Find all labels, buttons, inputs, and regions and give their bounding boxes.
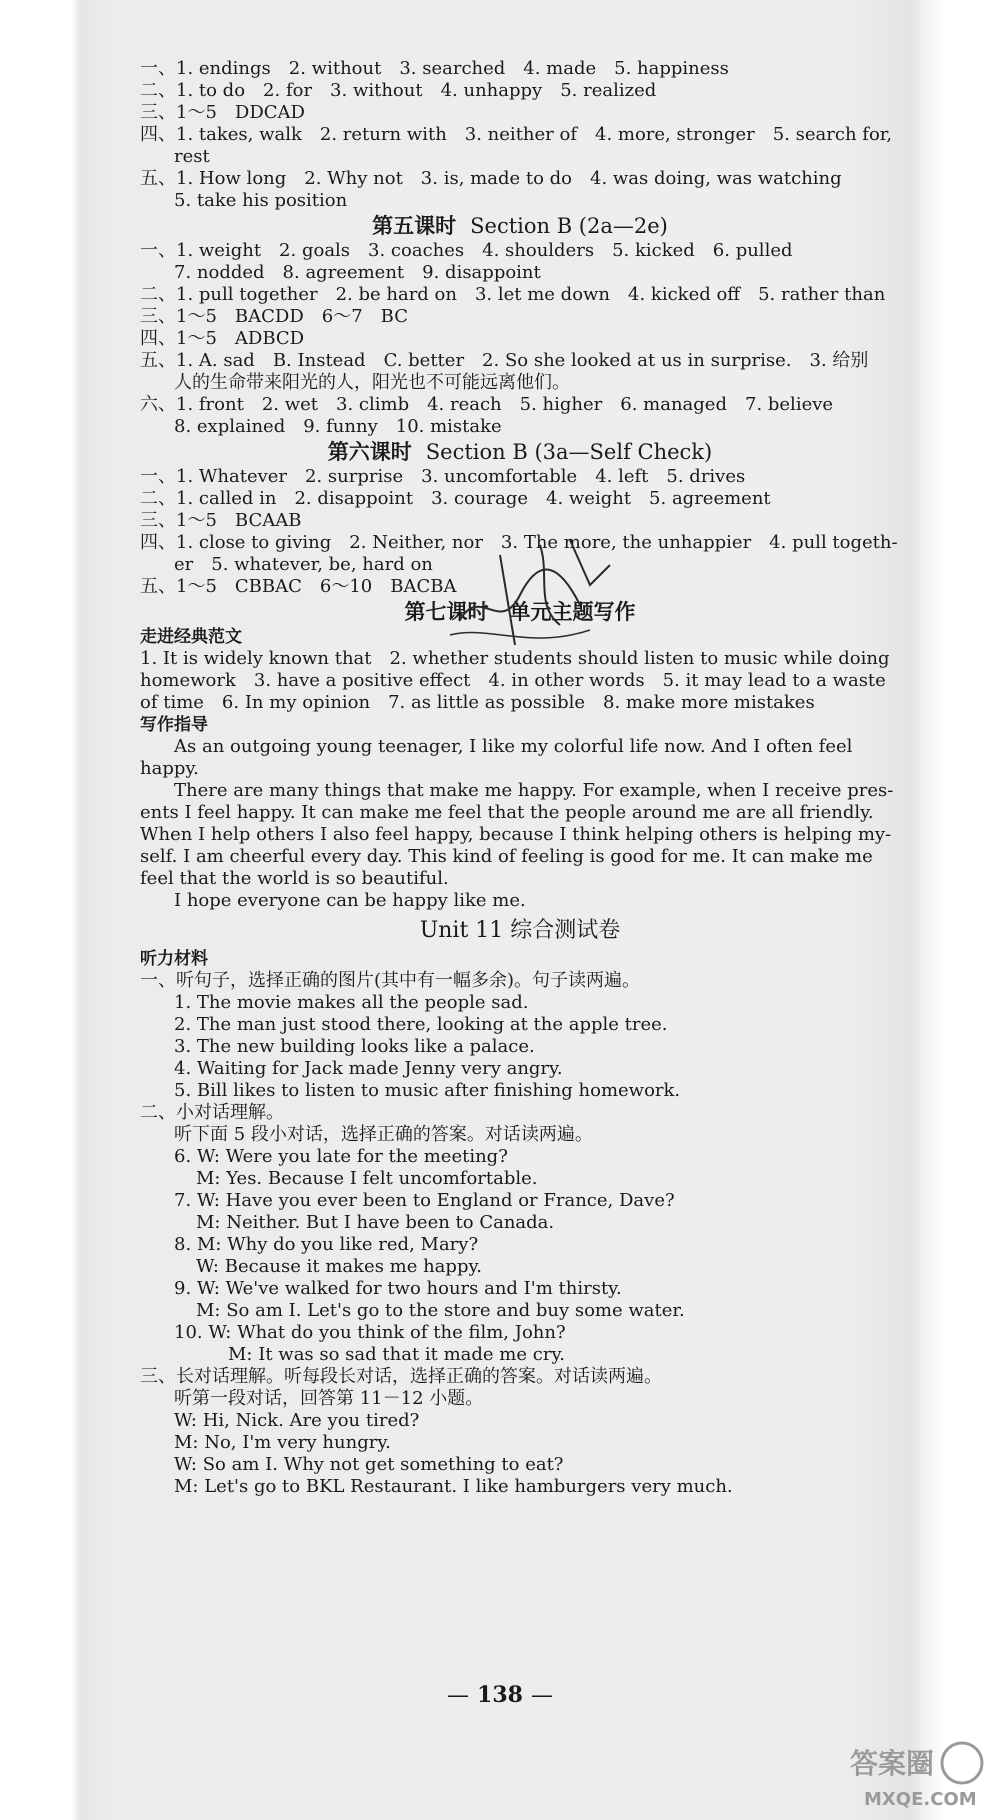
dialogue-line: 9. W: We've walked for two hours and I'm thirsty.	[174, 1278, 622, 1299]
part1-items	[140, 992, 900, 1102]
dialogue-line: M: Yes. Because I felt uncomfortable.	[196, 1168, 538, 1189]
part3-intro: 听第一段对话，回答第 11－12 小题。	[174, 1388, 484, 1409]
lesson7-title: 第七课时 单元主题写作	[404, 599, 636, 624]
answer-line: 一、1. endings 2. without 3. searched 4. made 5. happiness	[140, 58, 729, 79]
answer-line: 1. It is widely known that 2. whether students should listen to music while doing	[140, 648, 890, 669]
part2-items	[140, 1146, 900, 1366]
part2-intro: 听下面 5 段小对话，选择正确的答案。对话读两遍。	[174, 1124, 593, 1145]
dialogue-line: W: So am I. Why not get something to eat?	[174, 1454, 564, 1475]
listening-item: 4. Waiting for Jack made Jenny very angry.	[174, 1058, 563, 1079]
answer-line: of time 6. In my opinion 7. as little as possible 8. make more mistakes	[140, 692, 815, 713]
sample-essay	[140, 736, 900, 912]
answer-line: 一、1. Whatever 2. surprise 3. uncomfortable 4. left 5. drives	[140, 466, 746, 487]
answer-line: 六、1. front 2. wet 3. climb 4. reach 5. higher 6. managed 7. believe	[140, 394, 834, 415]
part3-heading: 三、长对话理解。听每段长对话，选择正确的答案。对话读两遍。	[140, 1366, 662, 1387]
answer-line: er 5. whatever, be, hard on	[174, 554, 433, 575]
answer-line: 二、1. to do 2. for 3. without 4. unhappy 5. realized	[140, 80, 657, 101]
dialogue-line: M: So am I. Let's go to the store and buy some water.	[196, 1300, 685, 1321]
watermark-text: 答案圈	[850, 1747, 935, 1780]
lesson6-title: 第六课时	[327, 439, 412, 464]
essay-line: When I help others I also feel happy, because I think helping others is helping my-	[140, 824, 892, 845]
handwritten-scribble-icon	[440, 525, 630, 655]
lesson6-section: Section B (3a—Self Check)	[425, 440, 713, 464]
dialogue-line: 6. W: Were you late for the meeting?	[174, 1146, 508, 1167]
essay-line: There are many things that make me happy. For example, when I receive pres-	[174, 780, 894, 801]
watermark-logo-icon	[842, 1737, 992, 1812]
model-essay-answers	[140, 648, 900, 714]
answer-line: 人的生命带来阳光的人，阳光也不可能远离他们。	[174, 372, 570, 393]
answer-line: 7. nodded 8. agreement 9. disappoint	[174, 262, 541, 283]
answer-line: rest	[174, 146, 210, 167]
listening-item: 1. The movie makes all the people sad.	[174, 992, 529, 1013]
essay-line: happy.	[140, 758, 199, 779]
part2-heading: 二、小对话理解。	[140, 1102, 284, 1123]
dialogue-line: M: Let's go to BKL Restaurant. I like hamburgers very much.	[174, 1476, 733, 1497]
answer-line: 二、1. pull together 2. be hard on 3. let me down 4. kicked off 5. rather than	[140, 284, 886, 305]
answer-line: 8. explained 9. funny 10. mistake	[174, 416, 502, 437]
unit11-title: Unit 11 综合测试卷	[419, 918, 621, 943]
answer-line: 5. take his position	[174, 190, 348, 211]
dialogue-line: M: It was so sad that it made me cry.	[228, 1344, 565, 1365]
essay-line: ents I feel happy. It can make me feel that the people around me are all friendly.	[140, 802, 874, 823]
essay-line: I hope everyone can be happy like me.	[174, 890, 526, 911]
listening-item: 2. The man just stood there, looking at the apple tree.	[174, 1014, 668, 1035]
essay-line: As an outgoing young teenager, I like my colorful life now. And I often feel	[174, 736, 853, 757]
watermark-url: MXQE.COM	[864, 1789, 977, 1810]
page-number-value: 138	[477, 1682, 523, 1708]
lesson5-section: Section B (2a—2e)	[470, 214, 668, 238]
answer-line: 五、1. How long 2. Why not 3. is, made to do 4. was doing, was watching	[140, 168, 842, 189]
answer-line: 四、1～5 ADBCD	[140, 328, 305, 349]
lesson4-answers	[140, 58, 900, 212]
listening-label: 听力材料	[140, 949, 208, 969]
answer-line: 三、1～5 BACDD 6～7 BC	[140, 306, 409, 327]
dialogue-line: M: No, I'm very hungry.	[174, 1432, 391, 1453]
essay-line: feel that the world is so beautiful.	[140, 868, 449, 889]
dialogue-line: 7. W: Have you ever been to England or France, Dave?	[174, 1190, 675, 1211]
dialogue-line: 10. W: What do you think of the film, John?	[174, 1322, 566, 1343]
listening-item: 3. The new building looks like a palace.	[174, 1036, 535, 1057]
answer-key-page	[140, 58, 900, 1498]
listening-item: 5. Bill likes to listen to music after finishing homework.	[174, 1080, 681, 1101]
dialogue-line: W: Because it makes me happy.	[196, 1256, 482, 1277]
model-essay-label: 走进经典范文	[140, 627, 242, 647]
answer-line: 五、1. A. sad B. Instead C. better 2. So she looked at us in surprise. 3. 给别	[140, 350, 869, 371]
answer-line: 四、1. takes, walk 2. return with 3. neither of 4. more, stronger 5. search for,	[140, 124, 893, 145]
answer-line: 四、1. close to giving 2. Neither, nor 3. The more, the unhappier 4. pull togeth-	[140, 532, 898, 553]
answer-line: 一、1. weight 2. goals 3. coaches 4. shoulders 5. kicked 6. pulled	[140, 240, 793, 261]
lesson5-heading	[140, 214, 900, 238]
writing-guide-label: 写作指导	[140, 715, 208, 735]
page-number: — 138 —	[447, 1682, 553, 1708]
essay-line: self. I am cheerful every day. This kind of feeling is good for me. It can make me	[140, 846, 873, 867]
answer-line: 五、1～5 CBBAC 6～10 BACBA	[140, 576, 457, 597]
answer-line: homework 3. have a positive effect 4. in other words 5. it may lead to a waste	[140, 670, 886, 691]
dialogue-line: W: Hi, Nick. Are you tired?	[174, 1410, 420, 1431]
part1-heading: 一、听句子，选择正确的图片(其中有一幅多余)。句子读两遍。	[140, 970, 641, 991]
answer-line: 三、1～5 BCAAB	[140, 510, 302, 531]
dialogue-line: M: Neither. But I have been to Canada.	[196, 1212, 555, 1233]
part3-lines	[140, 1410, 900, 1498]
answer-line: 三、1～5 DDCAD	[140, 102, 305, 123]
lesson5-title: 第五课时	[372, 213, 457, 238]
dialogue-line: 8. M: Why do you like red, Mary?	[174, 1234, 479, 1255]
lesson5-answers	[140, 240, 900, 438]
answer-line: 二、1. called in 2. disappoint 3. courage 4. weight 5. agreement	[140, 488, 771, 509]
lesson6-heading	[140, 440, 900, 464]
